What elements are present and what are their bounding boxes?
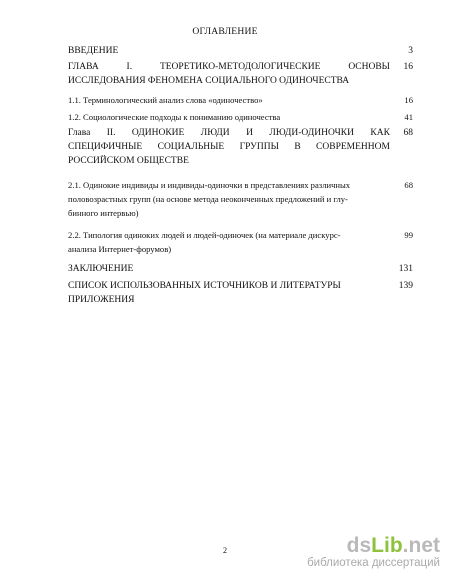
toc-entry-text: 2.1. Одинокие индивиды и индивиды-одиночки в представлениях различных: [68, 180, 351, 190]
toc-entry-text: 2.2. Типология одиноких людей и людей-одиночек (на материале дискурс-: [68, 230, 341, 240]
toc-entry-conclusion[interactable]: [68, 262, 413, 276]
toc-word: ГЛАВА: [68, 62, 99, 72]
toc-entry-chapter-1[interactable]: [68, 60, 413, 88]
toc-page-number: 68: [404, 180, 413, 190]
toc-entry-text: 1.1. Терминологический анализ слова «одиночество»: [68, 95, 263, 105]
toc-page-number: 131: [398, 264, 413, 274]
toc-word: СОВРЕМЕННОМ: [316, 142, 390, 152]
toc-entry-references[interactable]: [68, 279, 413, 307]
toc-word: ОСНОВЫ: [348, 62, 390, 72]
toc-word: ЛЮДИ: [200, 128, 230, 138]
toc-entry-section-1-1[interactable]: [68, 93, 413, 107]
toc-entry-text: ПРИЛОЖЕНИЯ: [68, 295, 135, 305]
toc-entry-text: СПИСОК ИСПОЛЬЗОВАННЫХ ИСТОЧНИКОВ И ЛИТЕРАТУРЫ: [68, 281, 341, 291]
toc-word: I.: [126, 62, 133, 72]
toc-word: ОДИНОКИЕ: [131, 128, 185, 138]
toc-entry-section-2-2[interactable]: [68, 228, 413, 256]
toc-entry-section-1-2[interactable]: [68, 110, 413, 124]
toc-entry-section-2-1[interactable]: [68, 178, 413, 220]
toc-word: КАК: [370, 128, 390, 138]
toc-entry-chapter-2[interactable]: [68, 126, 413, 168]
toc-page-number: 16: [404, 95, 413, 105]
toc-word: СПЕЦИФИЧНЫЕ: [68, 142, 143, 152]
watermark-logo: dsLib.net: [346, 534, 440, 557]
toc-page-number: 139: [398, 281, 413, 291]
toc-entry-text: [68, 126, 390, 140]
toc-page-number: 41: [404, 112, 413, 122]
toc-entry-text: ИССЛЕДОВАНИЯ ФЕНОМЕНА СОЦИАЛЬНОГО ОДИНОЧЕСТВА: [68, 76, 350, 86]
toc-entry-text: РОССИЙСКОМ ОБЩЕСТВЕ: [68, 156, 189, 166]
toc-page-number: 16: [403, 62, 413, 72]
toc-entry-text: 1.2. Социологические подходы к пониманию одиночества: [68, 112, 281, 122]
toc-page-number: 3: [408, 46, 413, 56]
toc-word: Глава: [68, 128, 91, 138]
watermark: [307, 535, 440, 570]
toc-entry-text: бинного интервью): [68, 208, 139, 218]
toc-entry-introduction[interactable]: [68, 44, 413, 58]
toc-word: СОЦИАЛЬНЫЕ: [157, 142, 225, 152]
toc-word: И: [246, 128, 253, 138]
toc-word: В: [294, 142, 301, 152]
page-number: 2: [223, 546, 227, 555]
toc-word: ТЕОРЕТИКО-МЕТОДОЛОГИЧЕСКИЕ: [159, 62, 321, 72]
toc-page-number: 68: [403, 128, 413, 138]
toc-entry-text: половозрастных групп (на основе метода неоконченных предложений и глу-: [68, 194, 348, 204]
toc-entry-text: анализа Интернет-форумов): [68, 244, 172, 254]
toc-page-number: 99: [404, 230, 413, 240]
toc-entry-text: [68, 140, 390, 154]
toc-word: ГРУППЫ: [239, 142, 279, 152]
toc-word: II.: [106, 128, 116, 138]
toc-word: ЛЮДИ-ОДИНОЧКИ: [269, 128, 354, 138]
watermark-subtitle: библиотека диссертаций: [307, 557, 440, 569]
toc-entry-text: ВВЕДЕНИЕ: [68, 46, 119, 56]
toc-entry-text: [68, 60, 390, 74]
toc-title: ОГЛАВЛЕНИЕ: [192, 26, 258, 37]
toc-entry-text: ЗАКЛЮЧЕНИЕ: [68, 264, 134, 274]
